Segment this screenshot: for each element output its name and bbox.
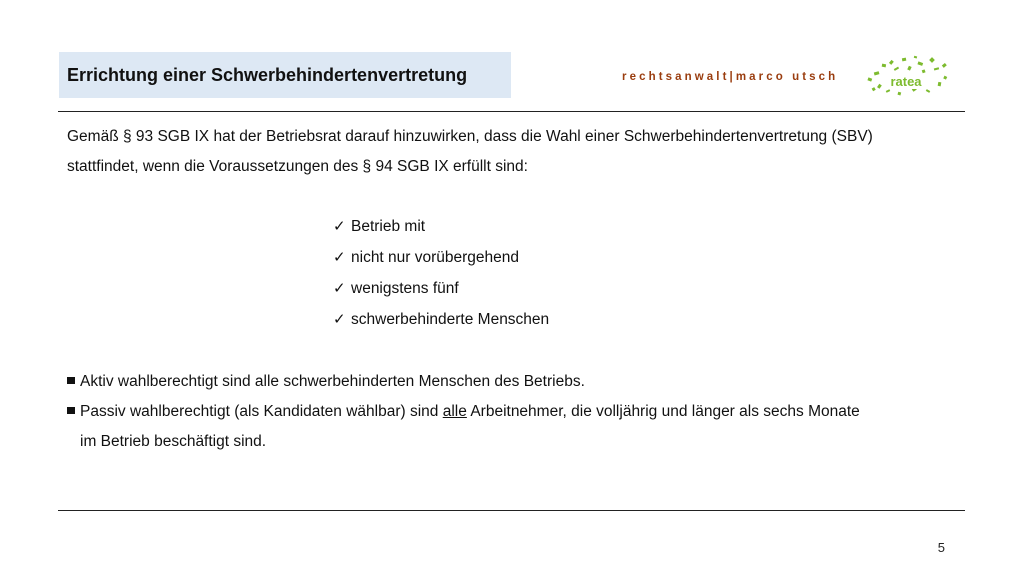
checklist-item [333, 211, 549, 242]
checklist [333, 211, 549, 335]
check-icon: ✓ [333, 218, 346, 235]
bullet-continuation: im Betrieb beschäftigt sind. [80, 433, 267, 450]
bullet-item [67, 367, 967, 397]
slide-title: Errichtung einer Schwerbehindertenvertretung [67, 64, 468, 85]
bullet-text: Aktiv wahlberechtigt sind alle schwerbehinderten Menschen des Betriebs. [80, 373, 585, 390]
checklist-label: wenigstens fünf [351, 280, 459, 297]
bullet-text-post: Arbeitnehmer, die volljährig und länger als sechs Monate [466, 403, 860, 420]
bullet-text-pre: Passiv wahlberechtigt (als Kandidaten wählbar) sind [80, 403, 443, 420]
intro-line-2: stattfindet, wenn die Voraussetzungen des § 94 SGB IX erfüllt sind: [67, 158, 528, 175]
checklist-item [333, 273, 549, 304]
checklist-label: schwerbehinderte Menschen [351, 311, 550, 328]
checklist-item [333, 304, 549, 335]
intro-text [67, 122, 967, 182]
checklist-label: Betrieb mit [351, 218, 426, 235]
brand-text: rechtsanwalt|marco utsch [622, 71, 839, 83]
bullet-item [67, 397, 967, 427]
logo-text: ratea [890, 74, 922, 89]
check-icon: ✓ [333, 311, 346, 328]
bullet-list [67, 367, 967, 457]
bullet-text [80, 397, 860, 427]
page-number: 5 [937, 540, 945, 555]
bullet-text-underlined: alle [442, 403, 467, 420]
intro-line-1: Gemäß § 93 SGB IX hat der Betriebsrat darauf hinzuwirken, dass die Wahl einer Schwerbehindertenvertretung (SBV) [67, 128, 873, 145]
check-icon: ✓ [333, 280, 346, 297]
header-divider [58, 111, 965, 112]
check-icon: ✓ [333, 249, 346, 266]
logo [864, 54, 950, 98]
checklist-label: nicht nur vorübergehend [351, 249, 520, 266]
footer-divider [58, 510, 965, 511]
square-bullet-icon [67, 407, 75, 414]
title-box [59, 52, 511, 98]
checklist-item [333, 242, 549, 273]
square-bullet-icon [67, 377, 75, 384]
